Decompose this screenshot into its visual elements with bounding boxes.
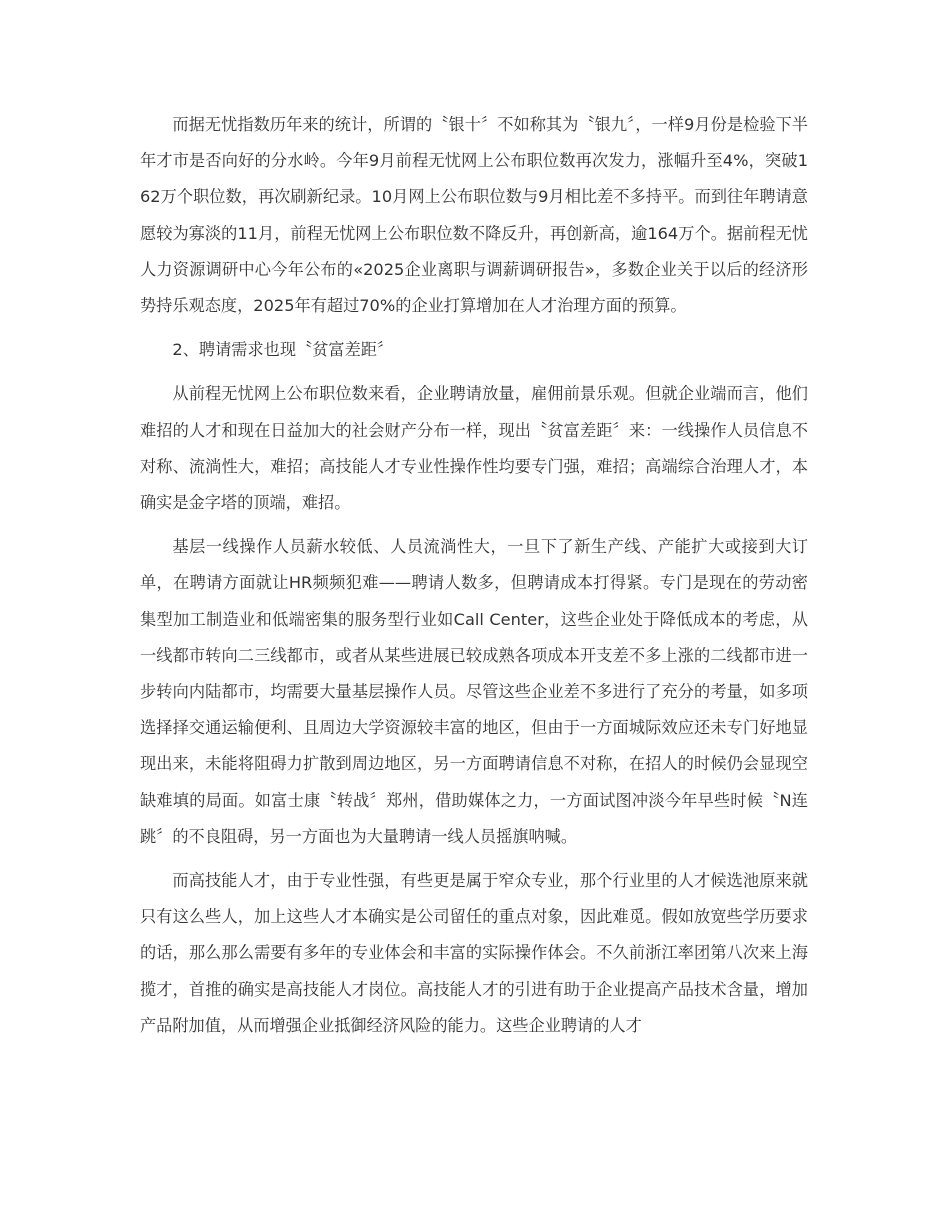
paragraph-high-skill-talent: 而高技能人才，由于专业性强，有些更是属于窄众专业，那个行业里的人才候选池原来就只有这么些人，加上这些人才本确实是公司留任的重点对象，因此难觅。假如放宽些学历要求的话，那么那么需要有多年的专业体会和丰富的实际操作体会。不久前浙江率团第八次来上海揽才，首推的确实是高技能人才岗位。高技能人才的引进有助于企业提高产品技术含量，增加产品附加值，从而增强企业抵御经济风险的能力。这些企业聘请的人才: [140, 871, 808, 1035]
paragraph-hiring-demand: 从前程无忧网上公布职位数来看，企业聘请放量，雇佣前景乐观。但就企业端而言，他们难招的人才和现在日益加大的社会财产分布一样，现出〝贫富差距〞来：一线操作人员信息不对称、流淌性大，难招；高技能人才专业性操作性均要专门强，难招；高端综合治理人才，本确实是金字塔的顶端，难招。: [140, 384, 808, 513]
section-heading-wealth-gap: 2、聘请需求也现〝贫富差距〞: [172, 340, 394, 360]
paragraph-frontline-workers: 基层一线操作人员薪水较低、人员流淌性大，一旦下了新生产线、产能扩大或接到大订单，在聘请方面就让HR频频犯难——聘请人数多，但聘请成本打得紧。专门是现在的劳动密集型加工制造业和低端密集的服务型行业如Call Center，这些企业处于降低成本的考虑，从一线都市转向二三线都市，或者从某些进展已较成熟各项成本开支差不多上涨的二线都市进一步转向内陆都市，均需要大量基层操作人员。尽管这些企业差不多进行了充分的考量，如多项选择择交通运输便利、且周边大学资源较丰富的地区，但由于一方面城际效应还未专门好地显现出来，未能将阻碍力扩散到周边地区，另一方面聘请信息不对称，在招人的时候仍会显现空缺难填的局面。如富士康〝转战〞郑州，借助媒体之力，一方面试图冲淡今年早些时候〝N连跳〞的不良阻碍，另一方面也为大量聘请一线人员摇旗呐喊。: [140, 537, 808, 846]
document-body: [140, 107, 808, 1052]
paragraph-silver-nine: 而据无忧指数历年来的统计，所谓的〝银十〞不如称其为〝银九〞，一样9月份是检验下半年才市是否向好的分水岭。今年9月前程无忧网上公布职位数再次发力，涨幅升至4%，突破162万个职位数，再次刷新纪录。10月网上公布职位数与9月相比差不多持平。而到往年聘请意愿较为寡淡的11月，前程无忧网上公布职位数不降反升，再创新高，逾164万个。据前程无忧人力资源调研中心今年公布的«2025企业离职与调薪调研报告»，多数企业关于以后的经济形势持乐观态度，2025年有超过70%的企业打算增加在人才治理方面的预算。: [140, 115, 808, 316]
